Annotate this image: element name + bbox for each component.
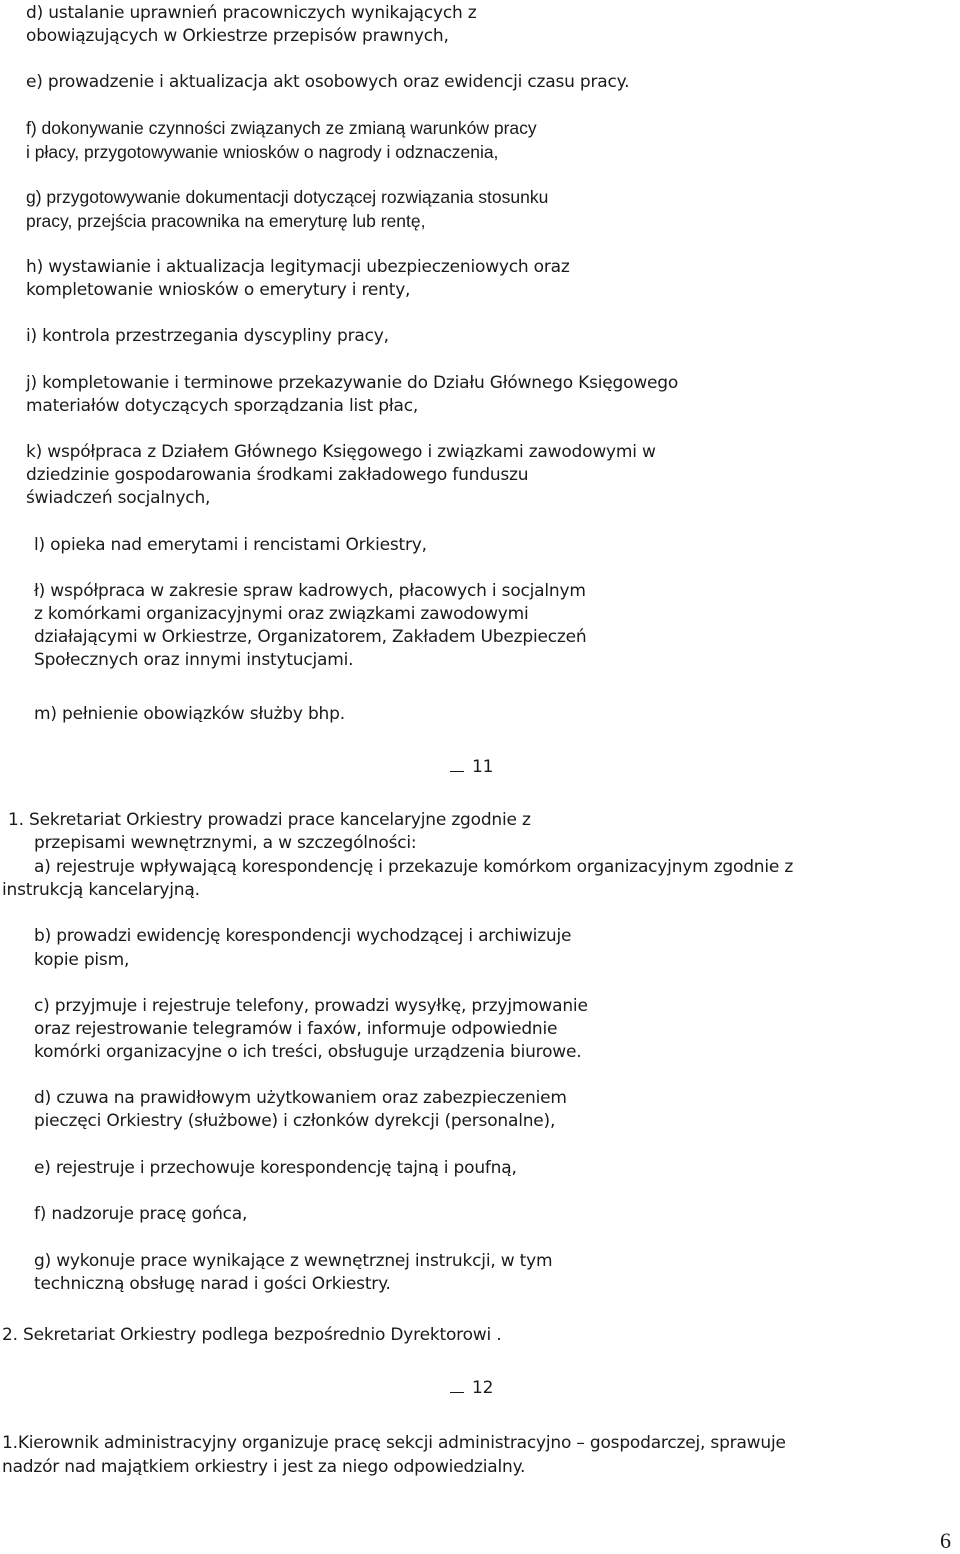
item-k-line1: k) współpraca z Działem Głównego Księgowego i związkami zawodowymi w — [26, 442, 656, 462]
section-12-heading — [450, 1378, 493, 1398]
sec11-p2-line1: 2. Sekretariat Orkiestry podlega bezpośrednio Dyrektorowi . — [2, 1325, 502, 1345]
sec12-p1-line2: nadzór nad majątkiem orkiestry i jest za niego odpowiedzialny. — [2, 1457, 526, 1477]
item-l-stroke-line3: działającymi w Orkiestrze, Organizatorem, Zakładem Ubezpieczeń — [34, 627, 587, 647]
sec11-e-line1: e) rejestruje i przechowuje korespondencję tajną i poufną, — [34, 1158, 517, 1178]
item-i-line1: i) kontrola przestrzegania dyscypliny pracy, — [26, 326, 389, 346]
section-11-heading — [450, 757, 493, 777]
paragraph-sign-icon — [450, 757, 464, 772]
sec11-d-line1: d) czuwa na prawidłowym użytkowaniem oraz zabezpieczeniem — [34, 1088, 567, 1108]
section-11-number: 11 — [472, 757, 494, 777]
sec11-d-line2: pieczęci Orkiestry (służbowe) i członków dyrekcji (personalne), — [34, 1111, 556, 1131]
item-k-line2: dziedzinie gospodarowania środkami zakładowego funduszu — [26, 465, 529, 485]
item-j-line1: j) kompletowanie i terminowe przekazywanie do Działu Głównego Księgowego — [26, 373, 679, 393]
item-e-line1: e) prowadzenie i aktualizacja akt osobowych oraz ewidencji czasu pracy. — [26, 72, 630, 92]
item-f-line2: i płacy, przygotowywanie wniosków o nagrody i odznaczenia, — [26, 142, 499, 162]
sec11-f-line1: f) nadzoruje pracę gońca, — [34, 1204, 248, 1224]
sec11-p1-line4: instrukcją kancelaryjną. — [2, 880, 200, 900]
item-d-line2: obowiązujących w Orkiestrze przepisów prawnych, — [26, 26, 449, 46]
item-h-line2: kompletowanie wniosków o emerytury i renty, — [26, 280, 411, 300]
sec12-p1-line1: 1.Kierownik administracyjny organizuje pracę sekcji administracyjno – gospodarczej, sprawuje — [2, 1433, 786, 1453]
sec11-c-line2: oraz rejestrowanie telegramów i faxów, informuje odpowiednie — [34, 1019, 558, 1039]
item-l-stroke-line4: Społecznych oraz innymi instytucjami. — [34, 650, 354, 670]
item-h-line1: h) wystawianie i aktualizacja legitymacji ubezpieczeniowych oraz — [26, 257, 570, 277]
item-k-line3: świadczeń socjalnych, — [26, 488, 211, 508]
item-g-line2: pracy, przejścia pracownika na emeryturę lub rentę, — [26, 211, 426, 231]
item-l-stroke-line1: ł) współpraca w zakresie spraw kadrowych, płacowych i socjalnym — [34, 581, 586, 601]
sec11-g-line1: g) wykonuje prace wynikające z wewnętrznej instrukcji, w tym — [34, 1251, 553, 1271]
sec11-g-line2: techniczną obsługę narad i gości Orkiestry. — [34, 1274, 391, 1294]
sec11-b-line2: kopie pism, — [34, 950, 130, 970]
item-l-line1: l) opieka nad emerytami i rencistami Orkiestry, — [34, 535, 427, 555]
item-l-stroke-line2: z komórkami organizacyjnymi oraz związkami zawodowymi — [34, 604, 529, 624]
item-d-line1: d) ustalanie uprawnień pracowniczych wynikających z — [26, 3, 477, 23]
item-g-line1: g) przygotowywanie dokumentacji dotyczącej rozwiązania stosunku — [26, 187, 549, 207]
item-f-line1: f) dokonywanie czynności związanych ze zmianą warunków pracy — [26, 118, 537, 138]
paragraph-sign-icon — [450, 1378, 464, 1393]
sec11-c-line1: c) przyjmuje i rejestruje telefony, prowadzi wysyłkę, przyjmowanie — [34, 996, 588, 1016]
sec11-p1-line1: 1. Sekretariat Orkiestry prowadzi prace kancelaryjne zgodnie z — [8, 810, 531, 830]
section-12-number: 12 — [472, 1378, 494, 1398]
item-j-line2: materiałów dotyczących sporządzania list płac, — [26, 396, 419, 416]
item-m-line1: m) pełnienie obowiązków służby bhp. — [34, 704, 345, 724]
sec11-c-line3: komórki organizacyjne o ich treści, obsługuje urządzenia biurowe. — [34, 1042, 582, 1062]
page-number: 6 — [940, 1528, 951, 1553]
sec11-b-line1: b) prowadzi ewidencję korespondencji wychodzącej i archiwizuje — [34, 926, 572, 946]
sec11-p1-line3: a) rejestruje wpływającą korespondencję i przekazuje komórkom organizacyjnym zgodnie z — [34, 857, 794, 877]
sec11-p1-line2: przepisami wewnętrznymi, a w szczególności: — [34, 833, 417, 853]
